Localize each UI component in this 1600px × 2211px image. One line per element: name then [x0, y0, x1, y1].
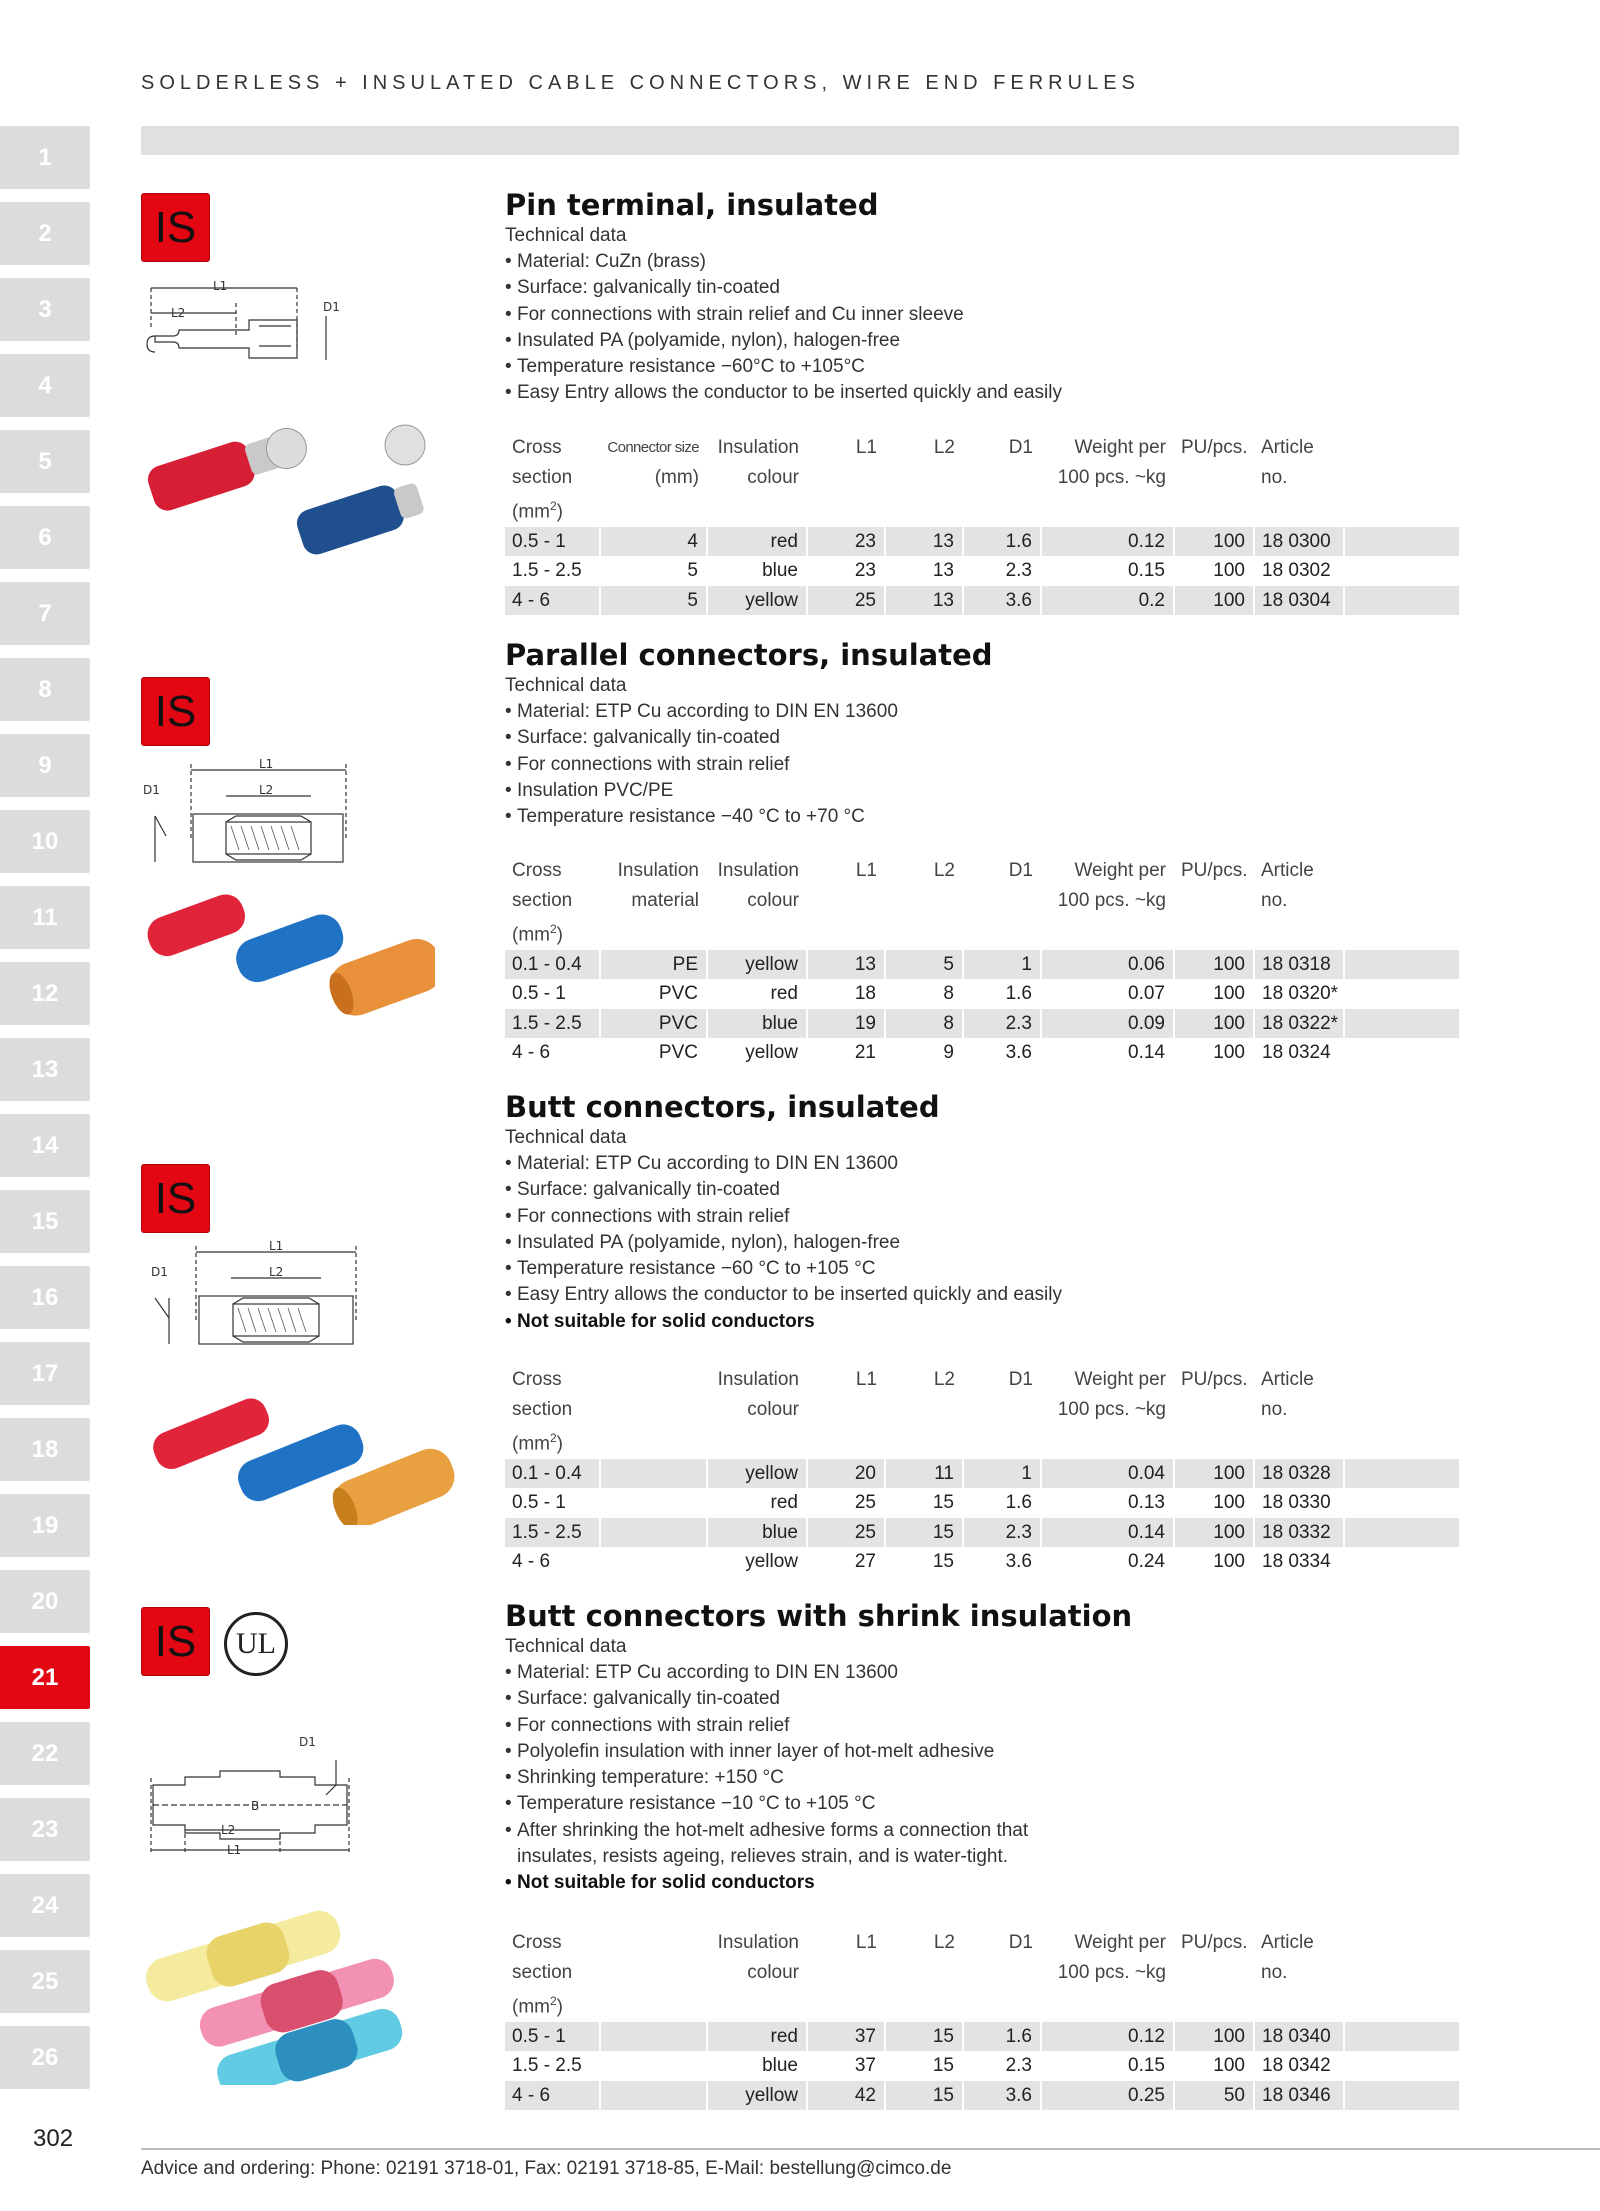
- table-row: 4 - 6 yellow 27 15 3.6 0.24 100 18 0334: [505, 1547, 1459, 1577]
- bullet-item: • Shrinking temperature: +150 °C: [505, 1765, 1045, 1791]
- col-header-pu: PU/pcs.: [1181, 860, 1248, 881]
- bullet-list: [505, 1151, 1460, 1335]
- dim-b-label: B: [251, 1799, 260, 1813]
- is-badge: IS: [141, 1164, 210, 1233]
- col-header-insulation-colour: Insulation colour: [717, 1932, 799, 1983]
- bullet-list: [505, 249, 1460, 407]
- col-header-l2: L2: [933, 1369, 955, 1390]
- chapter-tab-17[interactable]: 17: [0, 1342, 90, 1405]
- bullet-item: • Temperature resistance −10 °C to +105 °C: [505, 1791, 1045, 1817]
- is-badge: IS: [141, 1607, 210, 1676]
- dim-l2-label: L2: [269, 1265, 284, 1279]
- footer-divider: [141, 2148, 1600, 2150]
- chapter-tab-7[interactable]: 7: [0, 582, 90, 645]
- bullet-item: • Insulation PVC/PE: [505, 778, 1460, 804]
- section-title: Butt connectors with shrink insulation: [505, 1599, 1133, 1633]
- spec-table-parallel-connectors: [505, 856, 1459, 1068]
- col-header-pu: PU/pcs.: [1181, 437, 1248, 458]
- shrink-connector-photo: [135, 1885, 435, 2085]
- page-number: 302: [33, 2125, 74, 2152]
- dim-l2-label: L2: [171, 306, 186, 320]
- chapter-tab-14[interactable]: 14: [0, 1114, 90, 1177]
- col-header-l1: L1: [855, 1369, 877, 1390]
- bullet-item: • Temperature resistance −40 °C to +70 °C: [505, 804, 1460, 830]
- col-header-weight: Weight per 100 pcs. ~kg: [1057, 1932, 1166, 1983]
- dim-l2-label: L2: [259, 783, 274, 797]
- col-header-weight: Weight per 100 pcs. ~kg: [1057, 437, 1166, 488]
- chapter-tab-13[interactable]: 13: [0, 1038, 90, 1101]
- col-header-article: Article no.: [1261, 437, 1314, 488]
- col-header-connector-size: Connector size (mm): [607, 439, 699, 488]
- chapter-tab-22[interactable]: 22: [0, 1722, 90, 1785]
- col-header-l2: L2: [933, 860, 955, 881]
- section-shrink-connectors: [505, 1598, 1460, 1897]
- bullet-item: • Material: ETP Cu according to DIN EN 13600: [505, 1151, 1460, 1177]
- bullet-item: • After shrinking the hot-melt adhesive forms a connection that insulates, resists ageing, relieves strain, and is water-tight.: [505, 1818, 1045, 1871]
- table-row: 1.5 - 2.5 blue 37 15 2.3 0.15 100 18 0342: [505, 2051, 1459, 2081]
- bullet-item: • Surface: galvanically tin-coated: [505, 1177, 1460, 1203]
- col-header-l1: L1: [855, 437, 877, 458]
- dim-l1-label: L1: [269, 1240, 284, 1253]
- bullet-item: • Surface: galvanically tin-coated: [505, 725, 1460, 751]
- col-header-pu: PU/pcs.: [1181, 1932, 1248, 1953]
- col-header-d1: D1: [1008, 1932, 1033, 1953]
- shrink-connector-drawing: [141, 1730, 356, 1860]
- bullet-item-warning: • Not suitable for solid conductors: [505, 1870, 1045, 1896]
- bullet-item-warning: • Not suitable for solid conductors: [505, 1309, 1460, 1335]
- col-header-insulation-colour: Insulation colour: [717, 860, 799, 911]
- bullet-list: [505, 699, 1460, 830]
- bullet-item: • Insulated PA (polyamide, nylon), halogen-free: [505, 1230, 1460, 1256]
- bullet-item: • Polyolefin insulation with inner layer of hot-melt adhesive: [505, 1739, 1045, 1765]
- section-title: Butt connectors, insulated: [505, 1090, 940, 1124]
- table-row: 0.5 - 1 PVC red 18 8 1.6 0.07 100 18 0320*: [505, 979, 1459, 1009]
- chapter-tab-16[interactable]: 16: [0, 1266, 90, 1329]
- bullet-item: • For connections with strain relief: [505, 1204, 1460, 1230]
- col-header-article: Article no.: [1261, 1369, 1314, 1420]
- table-row: 0.5 - 1 red 37 15 1.6 0.12 100 18 0340: [505, 2022, 1459, 2052]
- col-header-insulation-colour: Insulation colour: [717, 1369, 799, 1420]
- bullet-item: • Temperature resistance −60°C to +105°C: [505, 354, 1460, 380]
- bullet-item: • Easy Entry allows the conductor to be inserted quickly and easily: [505, 1282, 1460, 1308]
- pin-terminal-photo: [135, 400, 435, 560]
- chapter-tab-2[interactable]: 2: [0, 202, 90, 265]
- chapter-tab-4[interactable]: 4: [0, 354, 90, 417]
- bullet-item: • Material: ETP Cu according to DIN EN 13600: [505, 699, 1460, 725]
- bullet-list: [505, 1660, 1045, 1897]
- spec-table-shrink-connectors: [505, 1928, 1459, 2110]
- chapter-tab-19[interactable]: 19: [0, 1494, 90, 1557]
- dim-d1-label: D1: [323, 300, 340, 314]
- parallel-connector-photo: [135, 880, 435, 1030]
- bullet-item: • For connections with strain relief and Cu inner sleeve: [505, 302, 1460, 328]
- chapter-tab-15[interactable]: 15: [0, 1190, 90, 1253]
- table-row: 1.5 - 2.5 blue 25 15 2.3 0.14 100 18 0332: [505, 1518, 1459, 1548]
- technical-data-label: Technical data: [505, 1127, 627, 1148]
- col-header-l1: L1: [855, 860, 877, 881]
- parallel-connector-drawing: [141, 758, 356, 868]
- chapter-tab-5[interactable]: 5: [0, 430, 90, 493]
- col-header-article: Article no.: [1261, 860, 1314, 911]
- dim-d1-label: D1: [299, 1735, 316, 1749]
- dim-l1-label: L1: [213, 279, 228, 293]
- bullet-item: • Insulated PA (polyamide, nylon), halogen-free: [505, 328, 1460, 354]
- ul-certification-icon: UL: [224, 1612, 288, 1676]
- col-header-insulation-colour: Insulation colour: [717, 437, 799, 488]
- technical-data-label: Technical data: [505, 225, 627, 246]
- page-header-title: SOLDERLESS + INSULATED CABLE CONNECTORS, WIRE END FERRULES: [141, 72, 1140, 94]
- col-header-l1: L1: [855, 1932, 877, 1953]
- col-header-insulation-material: Insulation material: [617, 860, 699, 911]
- chapter-tab-10[interactable]: 10: [0, 810, 90, 873]
- dim-d1-label: D1: [151, 1265, 168, 1279]
- chapter-tab-6[interactable]: 6: [0, 506, 90, 569]
- col-header-d1: D1: [1008, 437, 1033, 458]
- butt-connector-drawing: [141, 1240, 366, 1350]
- bullet-item: • Temperature resistance −60 °C to +105 °C: [505, 1256, 1460, 1282]
- butt-connector-photo: [135, 1385, 455, 1525]
- bullet-item: • Material: CuZn (brass): [505, 249, 1460, 275]
- table-row: 1.5 - 2.5 PVC blue 19 8 2.3 0.09 100 18 0322*: [505, 1009, 1459, 1039]
- table-row: 4 - 6 yellow 42 15 3.6 0.25 50 18 0346: [505, 2081, 1459, 2111]
- chapter-tab-12[interactable]: 12: [0, 962, 90, 1025]
- col-header-weight: Weight per 100 pcs. ~kg: [1057, 1369, 1166, 1420]
- col-header-cross-section: Cross section $(mm^2)$: [512, 860, 573, 946]
- technical-data-label: Technical data: [505, 1636, 627, 1657]
- chapter-tab-1[interactable]: 1: [0, 126, 90, 189]
- chapter-tab-list: [0, 126, 90, 2102]
- bullet-item: • For connections with strain relief: [505, 752, 1460, 778]
- col-header-pu: PU/pcs.: [1181, 1369, 1248, 1390]
- bullet-item: • Easy Entry allows the conductor to be inserted quickly and easily: [505, 380, 1460, 406]
- bullet-item: • For connections with strain relief: [505, 1713, 1045, 1739]
- col-header-article: Article no.: [1261, 1932, 1314, 1983]
- bullet-item: • Material: ETP Cu according to DIN EN 13600: [505, 1660, 1045, 1686]
- col-header-weight: Weight per 100 pcs. ~kg: [1057, 860, 1166, 911]
- chapter-tab-3[interactable]: 3: [0, 278, 90, 341]
- chapter-tab-18[interactable]: 18: [0, 1418, 90, 1481]
- chapter-tab-20[interactable]: 20: [0, 1570, 90, 1633]
- spec-table-butt-connectors: [505, 1365, 1459, 1577]
- table-row: 4 - 6 5 yellow 25 13 3.6 0.2 100 18 0304: [505, 586, 1459, 616]
- is-badge: IS: [141, 677, 210, 746]
- bullet-item: • Surface: galvanically tin-coated: [505, 1686, 1045, 1712]
- table-row: 0.1 - 0.4 yellow 20 11 1 0.04 100 18 0328: [505, 1459, 1459, 1489]
- chapter-tab-26[interactable]: 26: [0, 2026, 90, 2089]
- dim-d1-label: D1: [143, 783, 160, 797]
- table-row: 1.5 - 2.5 5 blue 23 13 2.3 0.15 100 18 0302: [505, 556, 1459, 586]
- chapter-tab-23[interactable]: 23: [0, 1798, 90, 1861]
- chapter-tab-21[interactable]: 21: [0, 1646, 90, 1709]
- dim-l1-label: L1: [259, 758, 274, 771]
- section-parallel-connectors: [505, 637, 1460, 830]
- spec-table-pin-terminal: [505, 433, 1459, 615]
- section-title: Pin terminal, insulated: [505, 188, 879, 222]
- col-header-cross-section: Cross section $(mm^2)$: [512, 1932, 573, 2018]
- col-header-cross-section: Cross section $(mm^2)$: [512, 1369, 573, 1455]
- col-header-d1: D1: [1008, 1369, 1033, 1390]
- is-badge: IS: [141, 193, 210, 262]
- footer-contact: Advice and ordering: Phone: 02191 3718-01, Fax: 02191 3718-85, E-Mail: bestellung@cimco.de: [141, 2158, 952, 2179]
- table-row: 0.5 - 1 red 25 15 1.6 0.13 100 18 0330: [505, 1488, 1459, 1518]
- section-pin-terminal: [505, 187, 1460, 407]
- table-row: 0.5 - 1 4 red 23 13 1.6 0.12 100 18 0300: [505, 527, 1459, 557]
- section-butt-connectors: [505, 1089, 1460, 1335]
- pin-terminal-drawing: [141, 278, 346, 383]
- chapter-tab-8[interactable]: 8: [0, 658, 90, 721]
- col-header-d1: D1: [1008, 860, 1033, 881]
- dim-l1-label: L1: [227, 1843, 242, 1857]
- chapter-tab-24[interactable]: 24: [0, 1874, 90, 1937]
- technical-data-label: Technical data: [505, 675, 627, 696]
- col-header-l2: L2: [933, 437, 955, 458]
- header-bar: [141, 126, 1459, 155]
- chapter-tab-11[interactable]: 11: [0, 886, 90, 949]
- table-row: 4 - 6 PVC yellow 21 9 3.6 0.14 100 18 0324: [505, 1038, 1459, 1068]
- dim-l2-label: L2: [221, 1823, 236, 1837]
- chapter-tab-9[interactable]: 9: [0, 734, 90, 797]
- chapter-tab-25[interactable]: 25: [0, 1950, 90, 2013]
- col-header-l2: L2: [933, 1932, 955, 1953]
- bullet-item: • Surface: galvanically tin-coated: [505, 275, 1460, 301]
- table-row: 0.1 - 0.4 PE yellow 13 5 1 0.06 100 18 0318: [505, 950, 1459, 980]
- col-header-cross-section: Cross section $(mm^2)$: [512, 437, 573, 523]
- section-title: Parallel connectors, insulated: [505, 638, 993, 672]
